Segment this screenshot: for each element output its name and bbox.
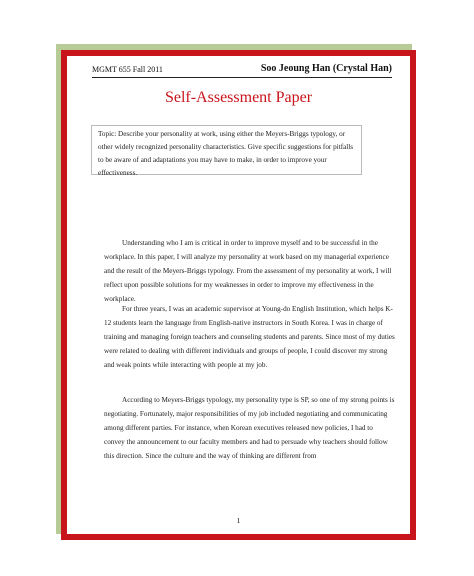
body-paragraph-2: For three years, I was an academic supervisor at Young-do English Institution, which helps K-12 students learn the language from English-native instructors in South Korea. I was in charge of training and managing foreign teachers and counseling students and parents. Since most of my duties were related to dealing with different individuals and groups of people, I could discover my strong and weak points while interacting with people at my job. [104, 305, 395, 369]
body-paragraph-3: According to Meyers-Briggs typology, my personality type is SP, so one of my strong points is negotiating. Fortunately, major responsibilities of my job included negotiating and communicating among different parties. For instance, when Korean executives released new policies, I had to convey the announcement to our faculty members and had to persuade why teachers should follow this direction. Since the culture and the way of thinking are different from [104, 396, 395, 460]
body-paragraph-1: Understanding who I am is critical in order to improve myself and to be successful in the workplace. In this paper, I will analyze my personality at work based on my managerial experience and the result of the Meyers-Briggs typology. From the assessment of my personality at work, I will reflect upon possible solutions for my weaknesses in order to improve my effectiveness in the workplace. [104, 239, 392, 303]
course-header: MGMT 655 Fall 2011 [92, 65, 163, 74]
topic-box: Topic: Describe your personality at work, using either the Meyers-Briggs typology, or other widely recognized personality characteristics. Give specific suggestions for pitfalls to be aware of and adaptations you may have to make, in order to improve your effectiveness. [91, 125, 362, 175]
author-header: Soo Jeoung Han (Crystal Han) [260, 63, 392, 74]
document-page [67, 56, 410, 534]
header-divider [92, 77, 392, 78]
page-title: Self-Assessment Paper [164, 89, 313, 106]
page-number: 1 [236, 516, 241, 525]
